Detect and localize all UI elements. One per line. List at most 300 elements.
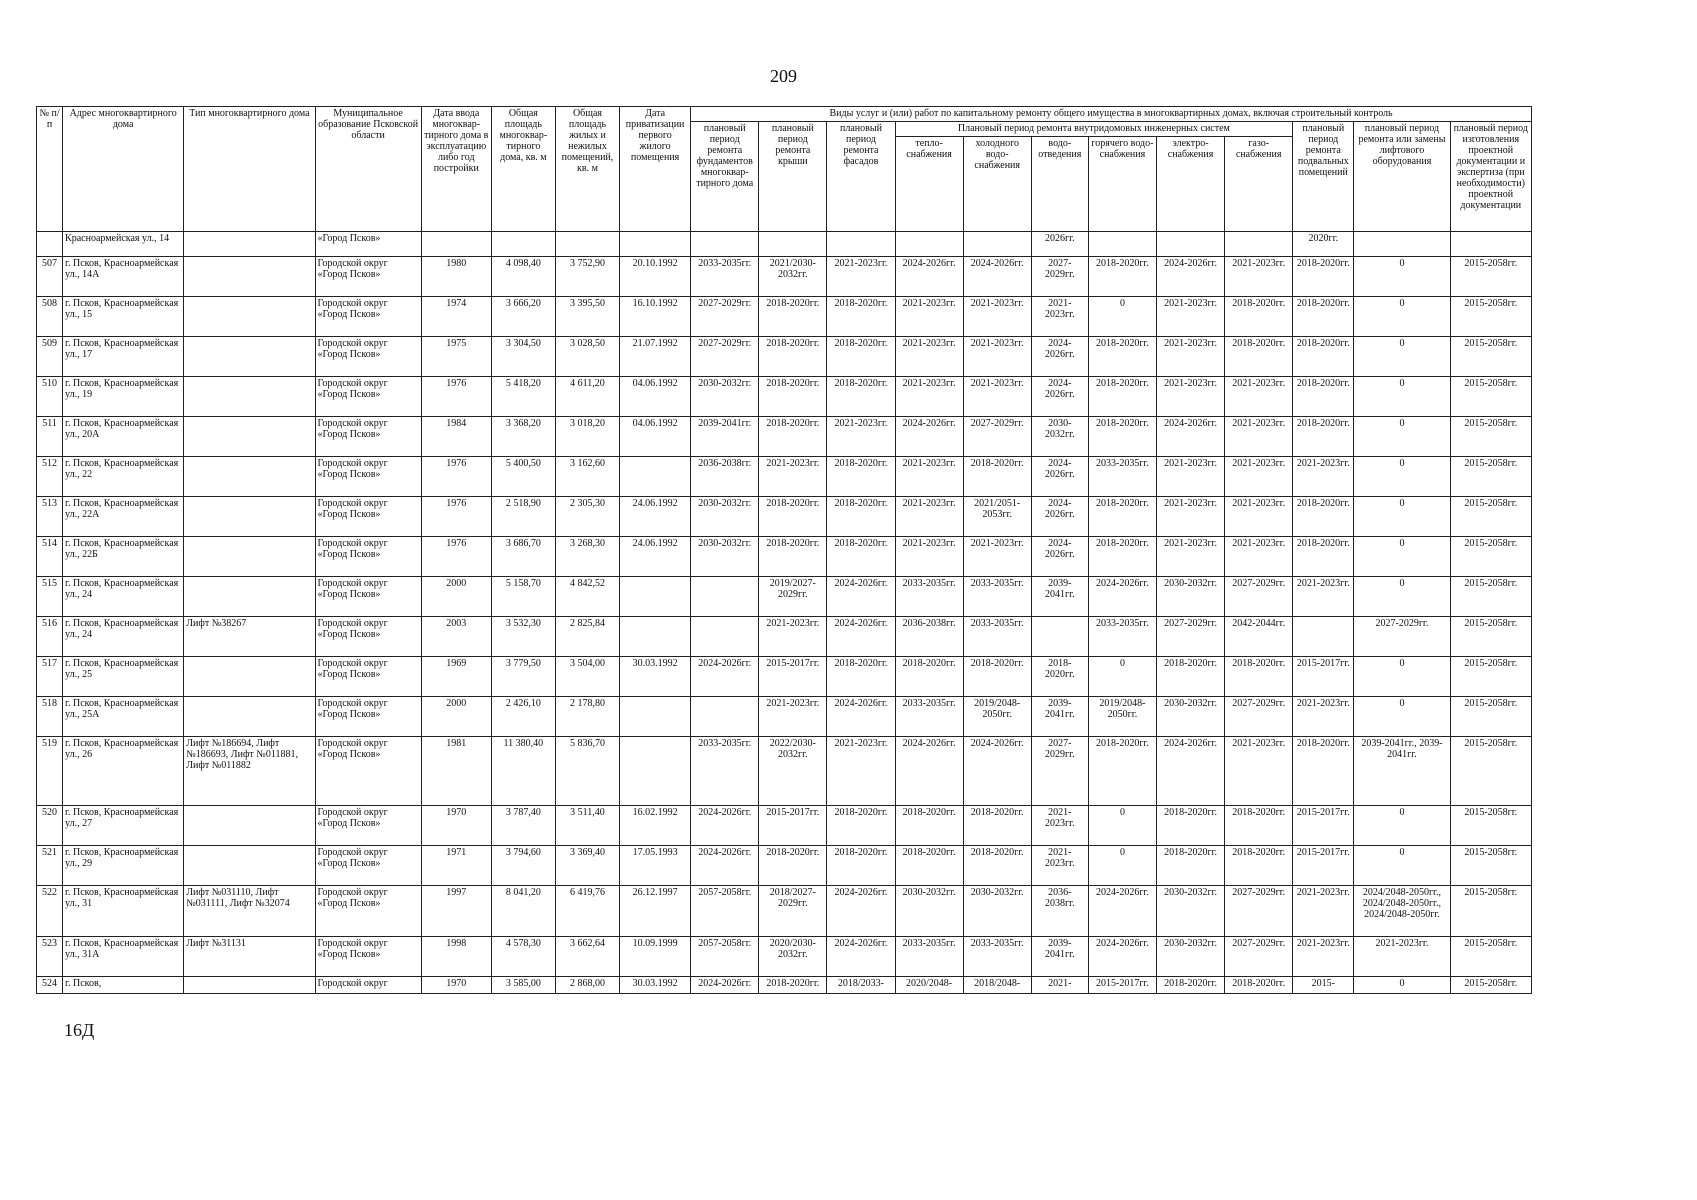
cell-design: 2015-2058гг.: [1450, 937, 1531, 977]
cell-gas: 2018-2020гг.: [1225, 657, 1293, 697]
cell-privatization: 24.06.1992: [620, 497, 691, 537]
table-row: [37, 846, 1532, 886]
cell-roof: 2018-2020гг.: [759, 977, 827, 994]
cell-basement: 2021-2023гг.: [1293, 886, 1354, 937]
table-row: [37, 497, 1532, 537]
cell-municipality: Городской округ «Город Псков»: [315, 417, 421, 457]
cell-type: Лифт №186694, Лифт №186693, Лифт №011881, Лифт №011882: [184, 737, 315, 806]
cell-cold-water: 2018-2020гг.: [963, 806, 1031, 846]
cell-roof: 2018/2027-2029гг.: [759, 886, 827, 937]
cell-sewer: 2021-: [1031, 977, 1088, 994]
cell-municipality: Городской округ «Город Псков»: [315, 846, 421, 886]
cell-area-living: 3 369,40: [555, 846, 619, 886]
cell-type: [184, 417, 315, 457]
cell-heat: 2021-2023гг.: [895, 537, 963, 577]
cell-sewer: 2021-2023гг.: [1031, 846, 1088, 886]
cell-area-total: [491, 232, 555, 257]
cell-foundation: [691, 697, 759, 737]
cell-heat: 2021-2023гг.: [895, 377, 963, 417]
cell-hot-water: 2024-2026гг.: [1088, 886, 1156, 937]
cell-type: [184, 257, 315, 297]
header-cold-water: холодного водо-снабжения: [963, 137, 1031, 232]
cell-electric: 2024-2026гг.: [1157, 417, 1225, 457]
cell-area-living: 6 419,76: [555, 886, 619, 937]
cell-gas: 2021-2023гг.: [1225, 377, 1293, 417]
cell-basement: 2021-2023гг.: [1293, 697, 1354, 737]
cell-roof: 2018-2020гг.: [759, 846, 827, 886]
cell-cold-water: 2018-2020гг.: [963, 457, 1031, 497]
cell-year: 1969: [421, 657, 491, 697]
cell-municipality: Городской округ «Город Псков»: [315, 257, 421, 297]
cell-gas: 2018-2020гг.: [1225, 297, 1293, 337]
cell-basement: 2015-2017гг.: [1293, 657, 1354, 697]
cell-hot-water: 2018-2020гг.: [1088, 257, 1156, 297]
cell-hot-water: 2019/2048-2050гг.: [1088, 697, 1156, 737]
header-design: плановый период изготовления проектной документации и экспертиза (при необходимости) проектной документации: [1450, 122, 1531, 232]
cell-area-living: 3 395,50: [555, 297, 619, 337]
cell-hot-water: 2015-2017гг.: [1088, 977, 1156, 994]
cell-privatization: 26.12.1997: [620, 886, 691, 937]
cell-address: г. Псков, Красноармейская ул., 20А: [63, 417, 184, 457]
cell-roof: 2015-2017гг.: [759, 657, 827, 697]
cell-hot-water: 2033-2035гг.: [1088, 617, 1156, 657]
cell-year: 2000: [421, 577, 491, 617]
table-row: [37, 257, 1532, 297]
cell-area-total: 3 794,60: [491, 846, 555, 886]
table-header: [37, 107, 1532, 232]
cell-address: г. Псков, Красноармейская ул., 25: [63, 657, 184, 697]
cell-sewer: 2039-2041гг.: [1031, 577, 1088, 617]
cell-address: г. Псков, Красноармейская ул., 17: [63, 337, 184, 377]
cell-design: 2015-2058гг.: [1450, 617, 1531, 657]
cell-electric: 2021-2023гг.: [1157, 537, 1225, 577]
cell-design: 2015-2058гг.: [1450, 337, 1531, 377]
cell-elevator: 0: [1354, 577, 1450, 617]
table-row: [37, 417, 1532, 457]
cell-facade: 2024-2026гг.: [827, 937, 895, 977]
cell-year: 1984: [421, 417, 491, 457]
cell-year: [421, 232, 491, 257]
cell-sewer: 2024-2026гг.: [1031, 337, 1088, 377]
cell-municipality: Городской округ «Город Псков»: [315, 697, 421, 737]
cell-cold-water: 2024-2026гг.: [963, 737, 1031, 806]
cell-basement: 2021-2023гг.: [1293, 577, 1354, 617]
cell-facade: 2018-2020гг.: [827, 806, 895, 846]
cell-address: г. Псков, Красноармейская ул., 22А: [63, 497, 184, 537]
cell-year: 1976: [421, 537, 491, 577]
cell-elevator: 2024/2048-2050гг., 2024/2048-2050гг., 2024/2048-2050гг.: [1354, 886, 1450, 937]
header-facade: плановый период ремонта фасадов: [827, 122, 895, 232]
cell-gas: 2042-2044гг.: [1225, 617, 1293, 657]
cell-num: 514: [37, 537, 63, 577]
cell-area-total: 8 041,20: [491, 886, 555, 937]
cell-basement: 2018-2020гг.: [1293, 737, 1354, 806]
cell-elevator: 0: [1354, 806, 1450, 846]
cell-num: 512: [37, 457, 63, 497]
cell-basement: [1293, 617, 1354, 657]
header-date-built: Дата ввода многоквар-тирного дома в эксплуатацию либо год постройки: [421, 107, 491, 232]
cell-basement: 2015-2017гг.: [1293, 846, 1354, 886]
cell-address: г. Псков, Красноармейская ул., 31А: [63, 937, 184, 977]
cell-design: 2015-2058гг.: [1450, 497, 1531, 537]
cell-hot-water: 2024-2026гг.: [1088, 937, 1156, 977]
cell-hot-water: 2018-2020гг.: [1088, 737, 1156, 806]
table-row: [37, 806, 1532, 846]
cell-elevator: 0: [1354, 497, 1450, 537]
cell-roof: 2021-2023гг.: [759, 457, 827, 497]
cell-foundation: [691, 232, 759, 257]
cell-privatization: [620, 617, 691, 657]
cell-type: Лифт №031110, Лифт №031111, Лифт №32074: [184, 886, 315, 937]
cell-area-living: 3 504,00: [555, 657, 619, 697]
cell-roof: 2018-2020гг.: [759, 297, 827, 337]
cell-elevator: 0: [1354, 297, 1450, 337]
cell-area-total: 11 380,40: [491, 737, 555, 806]
cell-area-living: 3 511,40: [555, 806, 619, 846]
cell-municipality: Городской округ «Город Псков»: [315, 617, 421, 657]
cell-type: [184, 232, 315, 257]
cell-elevator: [1354, 232, 1450, 257]
cell-sewer: 2039-2041гг.: [1031, 697, 1088, 737]
cell-address: г. Псков, Красноармейская ул., 22: [63, 457, 184, 497]
cell-design: 2015-2058гг.: [1450, 417, 1531, 457]
cell-year: 1970: [421, 806, 491, 846]
cell-sewer: 2027-2029гг.: [1031, 737, 1088, 806]
header-type: Тип многоквартирного дома: [184, 107, 315, 232]
cell-area-total: 3 585,00: [491, 977, 555, 994]
cell-foundation: 2027-2029гг.: [691, 297, 759, 337]
cell-cold-water: 2021-2023гг.: [963, 297, 1031, 337]
cell-design: 2015-2058гг.: [1450, 697, 1531, 737]
header-area-total: Общая площадь многоквар-тирного дома, кв. м: [491, 107, 555, 232]
cell-cold-water: 2033-2035гг.: [963, 937, 1031, 977]
cell-gas: 2018-2020гг.: [1225, 977, 1293, 994]
cell-sewer: 2018-2020гг.: [1031, 657, 1088, 697]
cell-cold-water: 2033-2035гг.: [963, 577, 1031, 617]
table-row: [37, 697, 1532, 737]
cell-elevator: 0: [1354, 457, 1450, 497]
cell-electric: 2018-2020гг.: [1157, 657, 1225, 697]
cell-num: 522: [37, 886, 63, 937]
cell-gas: 2018-2020гг.: [1225, 806, 1293, 846]
cell-num: 515: [37, 577, 63, 617]
cell-basement: 2021-2023гг.: [1293, 937, 1354, 977]
cell-area-living: 2 178,80: [555, 697, 619, 737]
cell-type: [184, 697, 315, 737]
cell-type: [184, 657, 315, 697]
cell-municipality: Городской округ «Город Псков»: [315, 537, 421, 577]
cell-area-living: 5 836,70: [555, 737, 619, 806]
cell-num: 510: [37, 377, 63, 417]
cell-design: [1450, 232, 1531, 257]
cell-basement: 2018-2020гг.: [1293, 337, 1354, 377]
cell-electric: 2024-2026гг.: [1157, 737, 1225, 806]
cell-year: 1975: [421, 337, 491, 377]
cell-address: г. Псков, Красноармейская ул., 14А: [63, 257, 184, 297]
cell-address: г. Псков, Красноармейская ул., 24: [63, 577, 184, 617]
header-sewer: водо-отведения: [1031, 137, 1088, 232]
cell-electric: 2021-2023гг.: [1157, 497, 1225, 537]
cell-sewer: [1031, 617, 1088, 657]
cell-address: г. Псков, Красноармейская ул., 19: [63, 377, 184, 417]
cell-privatization: 16.10.1992: [620, 297, 691, 337]
cell-foundation: 2024-2026гг.: [691, 657, 759, 697]
cell-facade: 2018-2020гг.: [827, 457, 895, 497]
cell-cold-water: 2018-2020гг.: [963, 657, 1031, 697]
cell-elevator: 0: [1354, 537, 1450, 577]
cell-sewer: 2024-2026гг.: [1031, 497, 1088, 537]
cell-year: 1981: [421, 737, 491, 806]
cell-foundation: 2027-2029гг.: [691, 337, 759, 377]
cell-electric: 2024-2026гг.: [1157, 257, 1225, 297]
cell-privatization: 04.06.1992: [620, 417, 691, 457]
cell-area-living: 3 018,20: [555, 417, 619, 457]
cell-municipality: Городской округ «Город Псков»: [315, 937, 421, 977]
cell-design: 2015-2058гг.: [1450, 846, 1531, 886]
table-row: [37, 886, 1532, 937]
cell-foundation: 2030-2032гг.: [691, 497, 759, 537]
cell-facade: 2021-2023гг.: [827, 737, 895, 806]
cell-num: 521: [37, 846, 63, 886]
cell-cold-water: 2024-2026гг.: [963, 257, 1031, 297]
cell-num: 524: [37, 977, 63, 994]
header-area-living: Общая площадь жилых и нежилых помещений, кв. м: [555, 107, 619, 232]
cell-address: г. Псков, Красноармейская ул., 25А: [63, 697, 184, 737]
cell-roof: 2018-2020гг.: [759, 337, 827, 377]
cell-facade: 2018-2020гг.: [827, 297, 895, 337]
cell-elevator: 0: [1354, 417, 1450, 457]
cell-area-total: 3 304,50: [491, 337, 555, 377]
cell-facade: 2018-2020гг.: [827, 537, 895, 577]
cell-roof: 2019/2027-2029гг.: [759, 577, 827, 617]
cell-hot-water: 2018-2020гг.: [1088, 417, 1156, 457]
cell-address: г. Псков, Красноармейская ул., 26: [63, 737, 184, 806]
cell-cold-water: 2018/2048-: [963, 977, 1031, 994]
cell-elevator: 0: [1354, 697, 1450, 737]
cell-sewer: 2027-2029гг.: [1031, 257, 1088, 297]
cell-electric: 2030-2032гг.: [1157, 577, 1225, 617]
cell-roof: 2018-2020гг.: [759, 377, 827, 417]
cell-num: 517: [37, 657, 63, 697]
header-electric: электро-снабжения: [1157, 137, 1225, 232]
cell-foundation: 2033-2035гг.: [691, 257, 759, 297]
cell-cold-water: 2018-2020гг.: [963, 846, 1031, 886]
cell-foundation: 2057-2058гг.: [691, 937, 759, 977]
page-number: 209: [770, 66, 797, 86]
cell-cold-water: 2019/2048-2050гг.: [963, 697, 1031, 737]
cell-electric: 2030-2032гг.: [1157, 937, 1225, 977]
header-engineering-group: Плановый период ремонта внутридомовых инженерных систем: [895, 122, 1293, 137]
cell-type: [184, 537, 315, 577]
cell-year: 1976: [421, 457, 491, 497]
cell-facade: 2018-2020гг.: [827, 846, 895, 886]
cell-facade: 2024-2026гг.: [827, 577, 895, 617]
cell-facade: 2021-2023гг.: [827, 417, 895, 457]
capital-repair-table: [36, 106, 1532, 994]
cell-electric: 2021-2023гг.: [1157, 297, 1225, 337]
cell-area-living: 3 752,90: [555, 257, 619, 297]
cell-foundation: 2024-2026гг.: [691, 846, 759, 886]
cell-type: [184, 457, 315, 497]
cell-sewer: 2021-2023гг.: [1031, 806, 1088, 846]
cell-area-living: 4 611,20: [555, 377, 619, 417]
cell-area-total: 5 400,50: [491, 457, 555, 497]
cell-num: [37, 232, 63, 257]
cell-sewer: 2026гг.: [1031, 232, 1088, 257]
cell-hot-water: 0: [1088, 846, 1156, 886]
cell-facade: 2018-2020гг.: [827, 337, 895, 377]
cell-sewer: 2021-2023гг.: [1031, 297, 1088, 337]
cell-basement: 2015-: [1293, 977, 1354, 994]
cell-privatization: 20.10.1992: [620, 257, 691, 297]
cell-basement: 2020гг.: [1293, 232, 1354, 257]
cell-address: г. Псков, Красноармейская ул., 24: [63, 617, 184, 657]
cell-facade: 2018-2020гг.: [827, 377, 895, 417]
cell-heat: 2024-2026гг.: [895, 737, 963, 806]
cell-privatization: [620, 737, 691, 806]
cell-gas: 2027-2029гг.: [1225, 577, 1293, 617]
cell-basement: 2018-2020гг.: [1293, 297, 1354, 337]
cell-design: 2015-2058гг.: [1450, 377, 1531, 417]
cell-sewer: 2036-2038гг.: [1031, 886, 1088, 937]
cell-foundation: 2033-2035гг.: [691, 737, 759, 806]
cell-privatization: 16.02.1992: [620, 806, 691, 846]
cell-hot-water: 2024-2026гг.: [1088, 577, 1156, 617]
cell-hot-water: 2033-2035гг.: [1088, 457, 1156, 497]
header-foundation: плановый период ремонта фундаментов многоквар-тирного дома: [691, 122, 759, 232]
cell-area-total: 5 158,70: [491, 577, 555, 617]
cell-facade: 2018-2020гг.: [827, 497, 895, 537]
cell-privatization: 30.03.1992: [620, 657, 691, 697]
cell-cold-water: [963, 232, 1031, 257]
cell-type: [184, 497, 315, 537]
cell-municipality: Городской округ «Город Псков»: [315, 497, 421, 537]
cell-roof: [759, 232, 827, 257]
cell-privatization: 17.05.1993: [620, 846, 691, 886]
cell-num: 508: [37, 297, 63, 337]
cell-municipality: Городской округ «Город Псков»: [315, 886, 421, 937]
cell-heat: 2021-2023гг.: [895, 497, 963, 537]
cell-roof: 2021-2023гг.: [759, 617, 827, 657]
cell-sewer: 2024-2026гг.: [1031, 457, 1088, 497]
cell-num: 511: [37, 417, 63, 457]
cell-year: 1980: [421, 257, 491, 297]
cell-area-total: 3 779,50: [491, 657, 555, 697]
cell-roof: 2018-2020гг.: [759, 537, 827, 577]
cell-gas: 2021-2023гг.: [1225, 417, 1293, 457]
cell-foundation: 2057-2058гг.: [691, 886, 759, 937]
header-address: Адрес многоквартирного дома: [63, 107, 184, 232]
cell-elevator: 0: [1354, 377, 1450, 417]
cell-sewer: 2030-2032гг.: [1031, 417, 1088, 457]
cell-design: 2015-2058гг.: [1450, 737, 1531, 806]
cell-basement: 2018-2020гг.: [1293, 257, 1354, 297]
header-municipality: Муниципальное образование Псковской области: [315, 107, 421, 232]
cell-heat: 2018-2020гг.: [895, 806, 963, 846]
cell-foundation: [691, 577, 759, 617]
cell-num: 516: [37, 617, 63, 657]
cell-gas: 2027-2029гг.: [1225, 886, 1293, 937]
cell-gas: 2018-2020гг.: [1225, 337, 1293, 377]
cell-area-total: 3 368,20: [491, 417, 555, 457]
cell-area-total: 4 578,30: [491, 937, 555, 977]
cell-roof: 2021/2030-2032гг.: [759, 257, 827, 297]
cell-facade: 2024-2026гг.: [827, 886, 895, 937]
cell-area-living: 4 842,52: [555, 577, 619, 617]
cell-foundation: 2030-2032гг.: [691, 537, 759, 577]
cell-hot-water: 2018-2020гг.: [1088, 537, 1156, 577]
cell-address: г. Псков,: [63, 977, 184, 994]
cell-gas: 2021-2023гг.: [1225, 457, 1293, 497]
cell-heat: 2018-2020гг.: [895, 846, 963, 886]
header-privatization: Дата приватизации первого жилого помещения: [620, 107, 691, 232]
cell-electric: 2021-2023гг.: [1157, 457, 1225, 497]
cell-foundation: 2036-2038гг.: [691, 457, 759, 497]
cell-electric: 2018-2020гг.: [1157, 977, 1225, 994]
cell-address: г. Псков, Красноармейская ул., 22Б: [63, 537, 184, 577]
cell-privatization: 21.07.1992: [620, 337, 691, 377]
cell-foundation: 2024-2026гг.: [691, 977, 759, 994]
cell-type: [184, 846, 315, 886]
cell-year: 1974: [421, 297, 491, 337]
cell-heat: 2021-2023гг.: [895, 297, 963, 337]
cell-type: Лифт №31131: [184, 937, 315, 977]
cell-roof: 2015-2017гг.: [759, 806, 827, 846]
footer-code: 16Д: [64, 1020, 95, 1040]
cell-year: 1997: [421, 886, 491, 937]
cell-gas: 2021-2023гг.: [1225, 257, 1293, 297]
table-row: [37, 937, 1532, 977]
cell-num: 518: [37, 697, 63, 737]
cell-municipality: Городской округ: [315, 977, 421, 994]
cell-electric: 2018-2020гг.: [1157, 846, 1225, 886]
header-basement: плановый период ремонта подвальных помещений: [1293, 122, 1354, 232]
cell-cold-water: 2021-2023гг.: [963, 377, 1031, 417]
cell-address: г. Псков, Красноармейская ул., 31: [63, 886, 184, 937]
cell-privatization: [620, 232, 691, 257]
cell-municipality: Городской округ «Город Псков»: [315, 337, 421, 377]
table-row: [37, 737, 1532, 806]
header-gas: газо-снабжения: [1225, 137, 1293, 232]
cell-facade: 2021-2023гг.: [827, 257, 895, 297]
cell-facade: 2024-2026гг.: [827, 617, 895, 657]
cell-foundation: [691, 617, 759, 657]
table-row: [37, 377, 1532, 417]
cell-facade: 2018/2033-: [827, 977, 895, 994]
cell-design: 2015-2058гг.: [1450, 537, 1531, 577]
header-heat: тепло-снабжения: [895, 137, 963, 232]
cell-facade: 2018-2020гг.: [827, 657, 895, 697]
cell-electric: 2021-2023гг.: [1157, 337, 1225, 377]
cell-year: 1976: [421, 377, 491, 417]
cell-year: 2000: [421, 697, 491, 737]
cell-design: 2015-2058гг.: [1450, 577, 1531, 617]
table-row: [37, 537, 1532, 577]
cell-num: 523: [37, 937, 63, 977]
cell-design: 2015-2058гг.: [1450, 657, 1531, 697]
cell-cold-water: 2033-2035гг.: [963, 617, 1031, 657]
cell-privatization: [620, 457, 691, 497]
table-row-continuation: [37, 232, 1532, 257]
cell-roof: 2018-2020гг.: [759, 417, 827, 457]
cell-hot-water: 2018-2020гг.: [1088, 337, 1156, 377]
cell-num: 509: [37, 337, 63, 377]
cell-area-total: 5 418,20: [491, 377, 555, 417]
cell-roof: 2022/2030-2032гг.: [759, 737, 827, 806]
cell-cold-water: 2027-2029гг.: [963, 417, 1031, 457]
cell-municipality: Городской округ «Город Псков»: [315, 457, 421, 497]
cell-year: 1971: [421, 846, 491, 886]
